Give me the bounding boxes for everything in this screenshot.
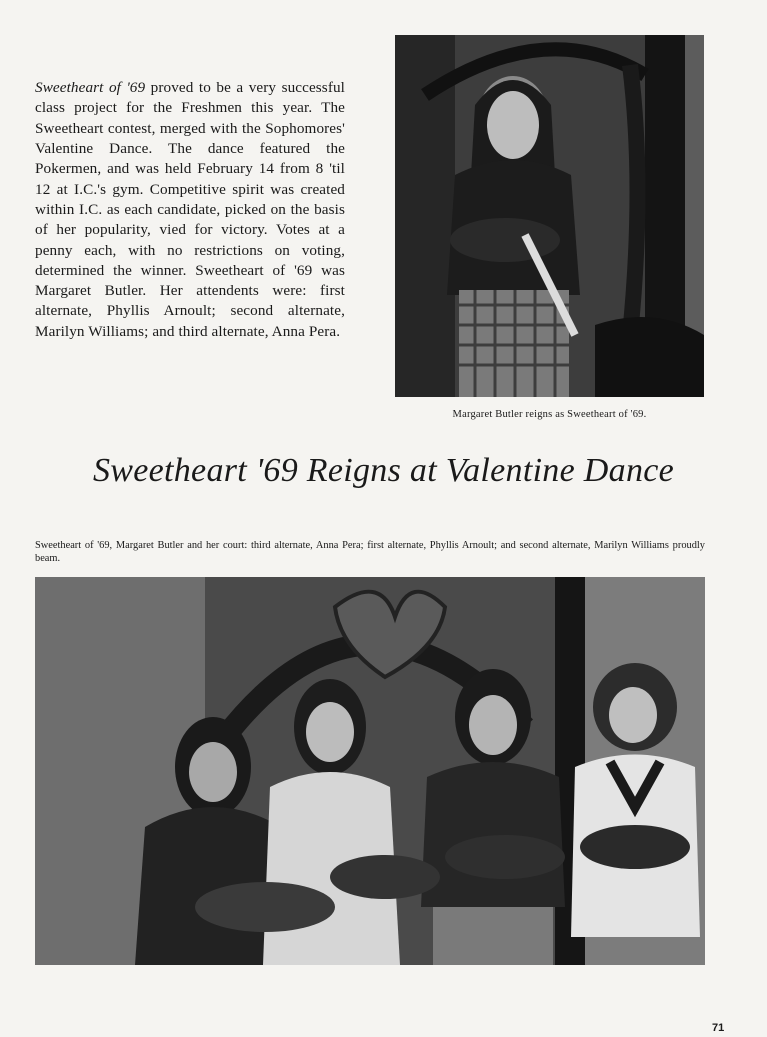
sweetheart-portrait-photo	[395, 35, 704, 397]
page-headline: Sweetheart '69 Reigns at Valentine Dance	[92, 452, 675, 489]
intro-paragraph	[35, 78, 345, 342]
intro-body-text: proved to be a very successful class project for the Freshmen this year. The Sweetheart contest, merged with the Sophomores' Valentine Dance. The dance featured the Pokermen, and was held February 14 from 8 'til 12 at I.C.'s gym. Competitive spirit was created within I.C. as each candidate, picked on the basis of her popularity, vied for victory. Votes at a penny each, with no restrictions on voting, determined the winner. Sweetheart of '69 was Margaret Butler. Her attendents were: first alternate, Phyllis Arnoult; second alternate, Marilyn Williams; and third alternate, Anna Pera.	[35, 79, 345, 340]
intro-lead-italic: Sweetheart of '69	[35, 79, 146, 97]
page-number: 71	[712, 1022, 725, 1034]
court-caption: Sweetheart of '69, Margaret Butler and her court: third alternate, Anna Pera; first alternate, Phyllis Arnoult; and second alternate, Marilyn Williams proudly beam.	[35, 540, 705, 564]
sweetheart-court-photo	[35, 577, 705, 965]
portrait-caption: Margaret Butler reigns as Sweetheart of '69.	[452, 409, 647, 420]
